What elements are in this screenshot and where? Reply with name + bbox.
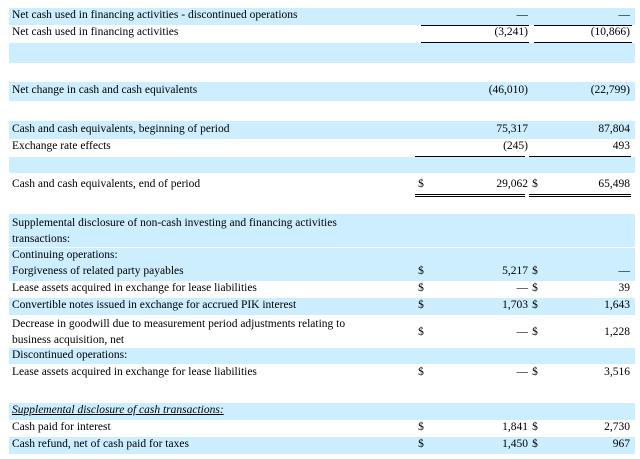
currency-symbol: $ — [532, 326, 538, 338]
double-rule — [415, 194, 525, 197]
row-label: Exchange rate effects — [12, 140, 111, 152]
row-label: Continuing operations: — [12, 249, 118, 261]
table-row — [9, 437, 635, 454]
currency-symbol: $ — [532, 282, 538, 294]
row-label: Net cash used in financing activities - discontinued operations — [12, 9, 298, 21]
value-cell: 1,450 — [502, 438, 528, 450]
table-row — [9, 214, 635, 247]
value-cell: — — [516, 326, 528, 338]
row-label: Net change in cash and cash equivalents — [12, 84, 198, 96]
value-cell: 65,498 — [598, 178, 630, 190]
table-row — [9, 248, 635, 264]
currency-symbol: $ — [418, 178, 424, 190]
currency-symbol: $ — [532, 178, 538, 190]
double-rule — [529, 194, 631, 197]
row-label: Lease assets acquired in exchange for lease liabilities — [12, 366, 257, 378]
currency-symbol: $ — [532, 366, 538, 378]
value-cell: 493 — [612, 140, 630, 152]
value-cell: (22,799) — [590, 84, 630, 96]
table-row — [9, 25, 635, 42]
currency-symbol: $ — [418, 366, 424, 378]
table-row — [9, 348, 635, 364]
currency-symbol: $ — [418, 299, 424, 311]
table-row — [9, 420, 635, 437]
currency-symbol: $ — [418, 326, 424, 338]
section-heading: Supplemental disclosure of cash transactions: — [12, 404, 224, 416]
table-row — [9, 264, 635, 281]
row-label: Supplemental disclosure of non-cash investing and financing activities transactions: — [12, 217, 337, 245]
value-cell: (46,010) — [488, 84, 528, 96]
currency-symbol: $ — [532, 265, 538, 277]
table-row — [9, 315, 635, 348]
table-row — [9, 82, 635, 101]
table-row — [9, 8, 635, 25]
row-label: Lease assets acquired in exchange for lease liabilities — [12, 282, 257, 294]
row-label: Forgiveness of related party payables — [12, 265, 184, 277]
spacer-row — [9, 157, 635, 173]
table-row — [9, 121, 635, 139]
value-cell: 87,804 — [598, 123, 630, 135]
value-cell: (10,866) — [590, 26, 630, 38]
currency-symbol: $ — [418, 265, 424, 277]
value-cell: 1,643 — [604, 299, 630, 311]
value-cell: 5,217 — [502, 265, 528, 277]
table-row — [9, 281, 635, 298]
value-cell: 39 — [618, 282, 630, 294]
value-cell: — — [516, 366, 528, 378]
row-label: Cash and cash equivalents, beginning of period — [12, 123, 230, 135]
value-cell: 1,841 — [502, 421, 528, 433]
table-row — [9, 175, 635, 194]
value-cell: 29,062 — [496, 178, 528, 190]
value-cell: — — [618, 265, 630, 277]
value-cell: 967 — [612, 438, 630, 450]
value-cell: (245) — [503, 140, 528, 152]
currency-symbol: $ — [418, 282, 424, 294]
row-label: Convertible notes issued in exchange for accrued PIK interest — [12, 299, 297, 311]
spacer-row — [9, 43, 635, 63]
currency-symbol: $ — [532, 421, 538, 433]
value-cell: — — [516, 9, 528, 21]
value-cell: — — [516, 282, 528, 294]
value-cell: 75,317 — [496, 123, 528, 135]
table-row — [9, 364, 635, 383]
currency-symbol: $ — [418, 438, 424, 450]
row-label: Discontinued operations: — [12, 349, 128, 361]
table-row — [9, 403, 635, 420]
value-cell: 1,228 — [604, 326, 630, 338]
row-label: Net cash used in financing activities — [12, 26, 179, 38]
row-label: Cash refund, net of cash paid for taxes — [12, 438, 189, 450]
value-cell: (3,241) — [494, 26, 528, 38]
currency-symbol: $ — [532, 438, 538, 450]
row-label: Cash paid for interest — [12, 421, 111, 433]
row-label: Decrease in goodwill due to measurement period adjustments relating to business acquisition, net — [12, 318, 346, 346]
currency-symbol: $ — [532, 299, 538, 311]
value-cell: 3,516 — [604, 366, 630, 378]
value-cell: 2,730 — [604, 421, 630, 433]
currency-symbol: $ — [418, 421, 424, 433]
value-cell: — — [618, 9, 630, 21]
value-cell: 1,703 — [502, 299, 528, 311]
row-label: Cash and cash equivalents, end of period — [12, 178, 201, 190]
table-row — [9, 139, 635, 156]
table-row — [9, 298, 635, 315]
